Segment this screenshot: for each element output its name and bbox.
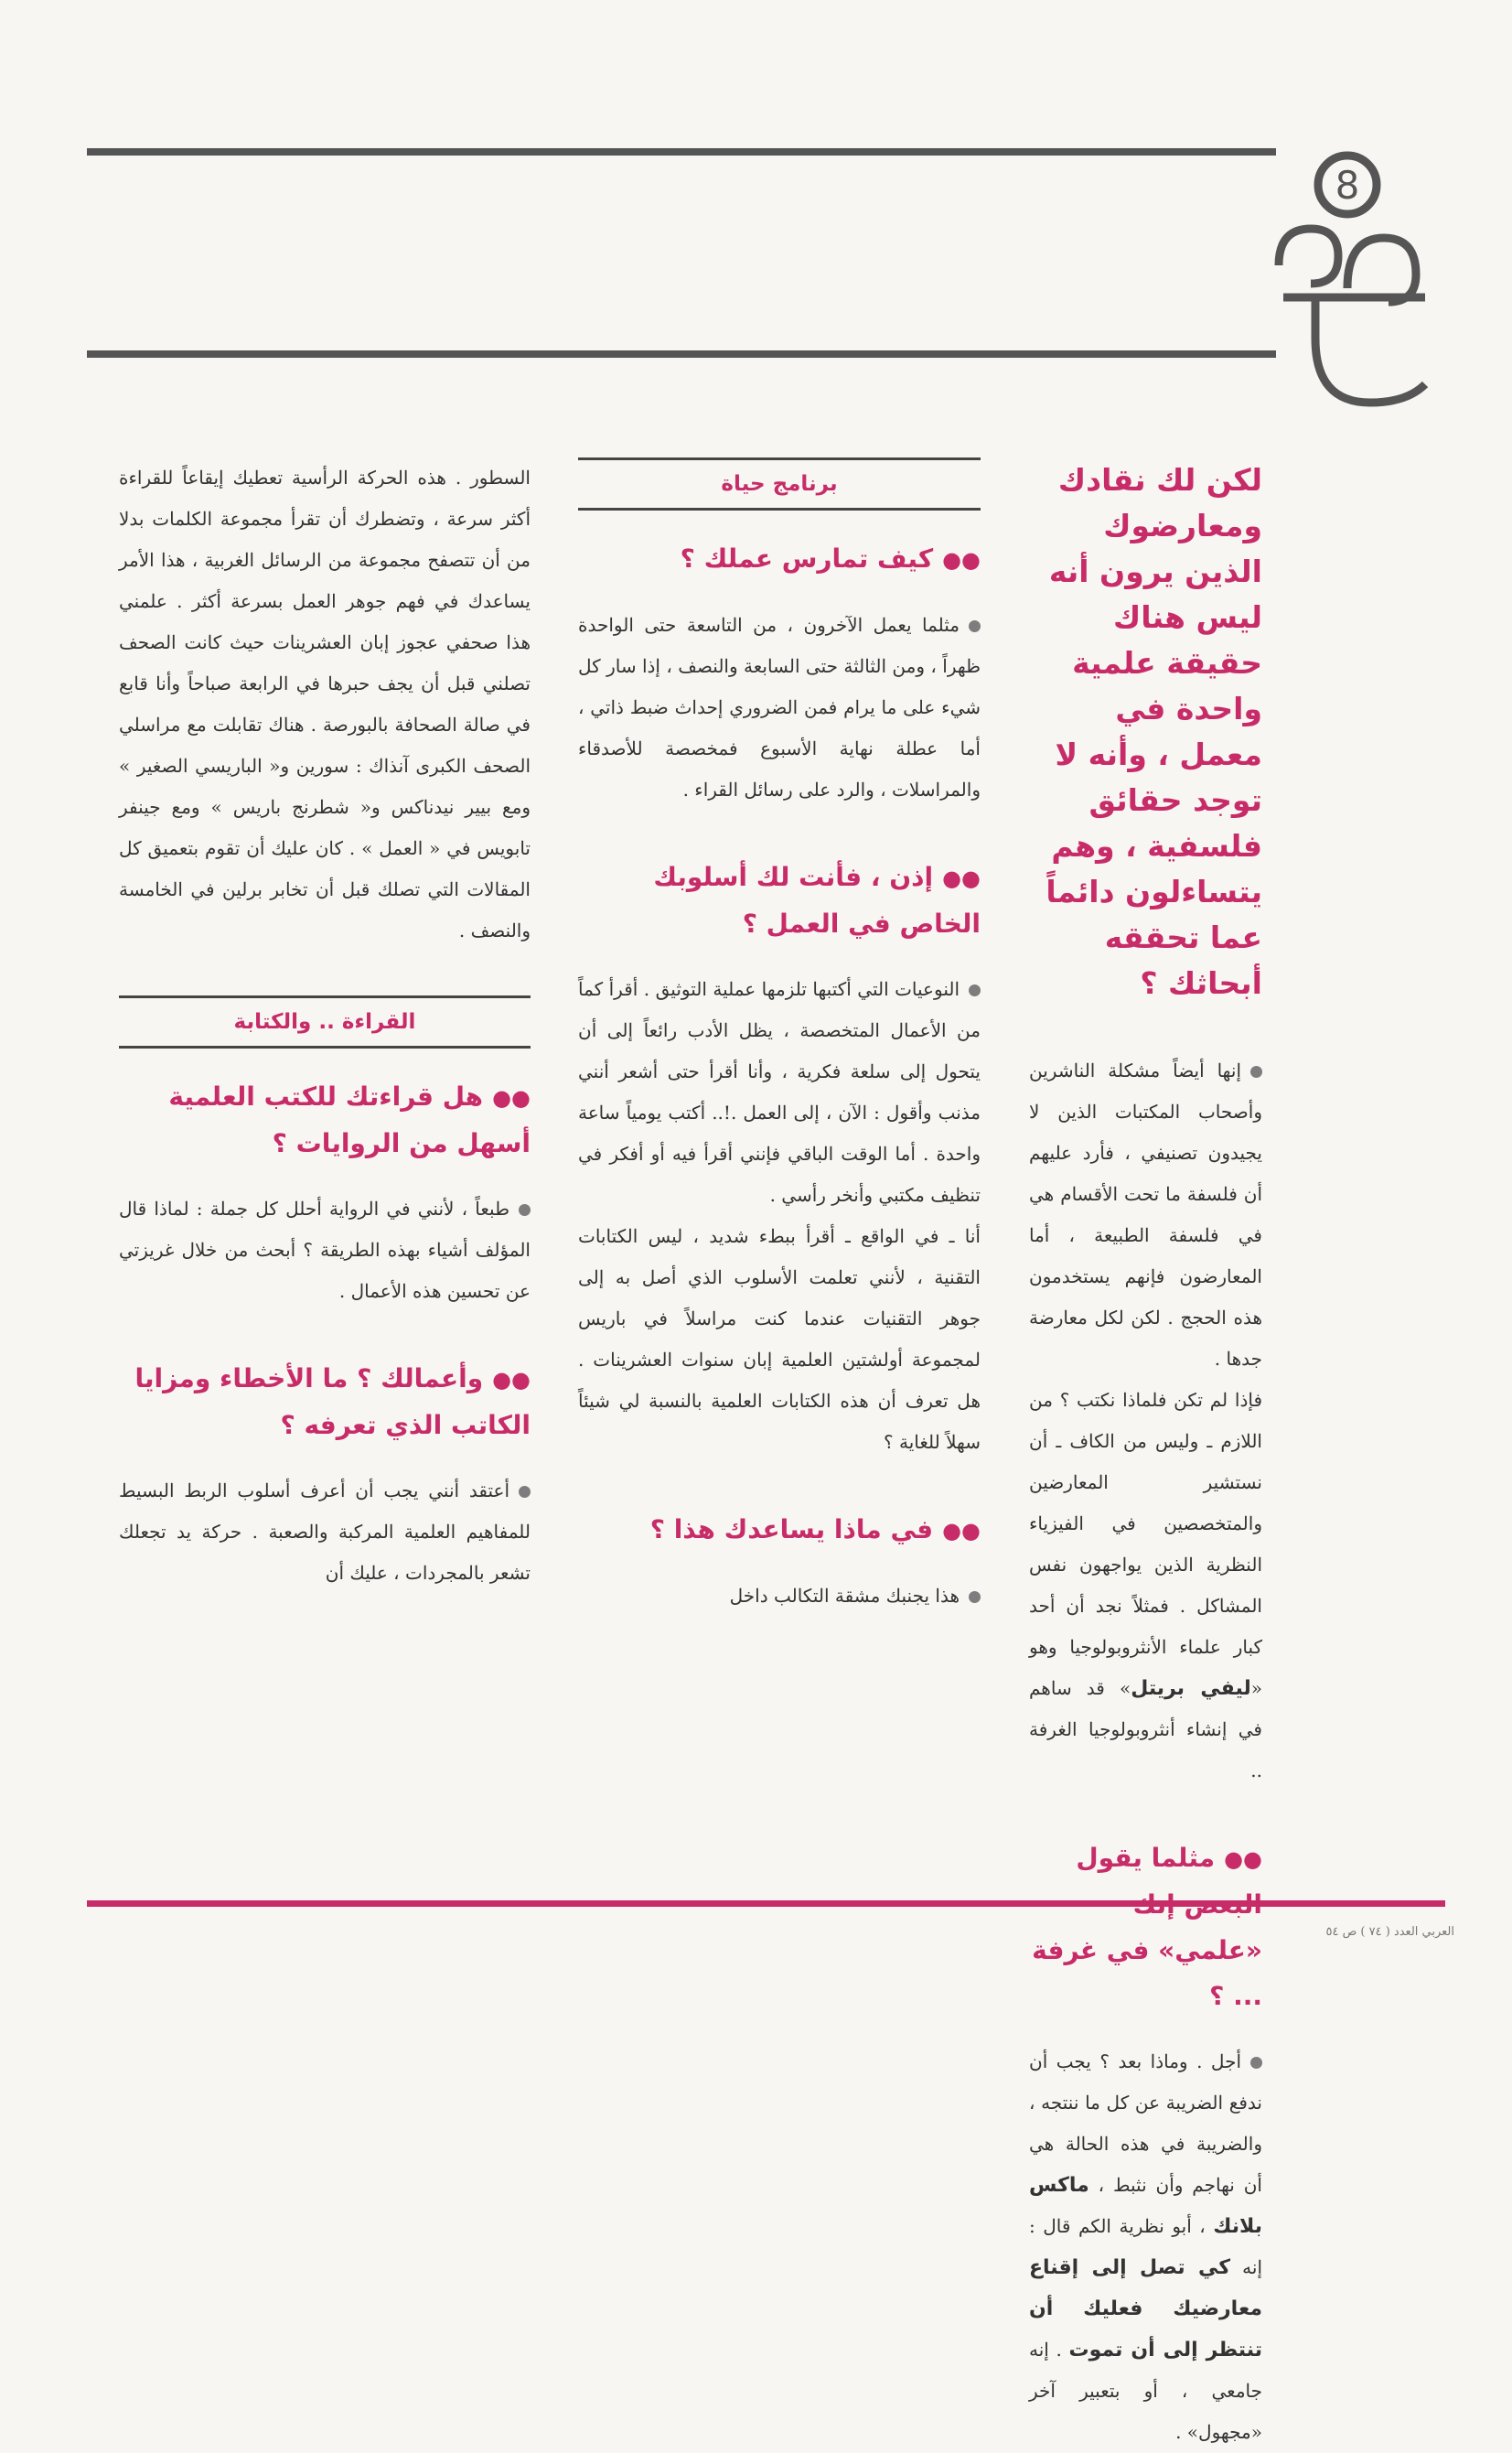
highlighted-name: ماكس بلانك [1029, 2174, 1262, 2238]
question-heading: ●●مثلما يقول «علمي» في غرفة ... ؟ [1032, 1843, 1262, 2011]
question-heading: ●●كيف تمارس عملك ؟ [680, 543, 981, 574]
question-heading: ●●في ماذا يساعدك هذا ؟ [649, 1514, 981, 1544]
question-heading: ●●هل قراءتك للكتب العلمية أسهل من الروايات ؟ [168, 1081, 531, 1158]
answer-paragraph: هذا يجنبك مشقة التكالب داخل [578, 1576, 981, 1617]
footer-page-info: العربي العدد ( ٧٤ ) ص ٥٤ [1325, 1925, 1454, 1939]
answer-paragraph: طبعاً ، لأنني في الرواية أحلل كل جملة : لماذا قال المؤلف أشياء بهذه الطريقة ؟ أبحث من خلال غريزتي عن تحسين هذه الأعمال . [119, 1198, 531, 1302]
highlighted-quote: كي تصل إلى إقناع معارضيك فعليك أن تنتظر إلى أن تموت [1029, 2256, 1263, 2362]
section-title: القراءة .. والكتابة [119, 995, 531, 1049]
bullet-icon [519, 1486, 531, 1498]
highlighted-name: ليفي بريتل [1131, 1677, 1251, 1700]
continued-paragraph: السطور . هذه الحركة الرأسية تعطيك إيقاعاً للقراءة أكثر سرعة ، وتضطرك أن تقرأ مجموعة الكلمات بدلا من أن تتصفح مجموعة من الرسائل الغربية ، هذا الأمر يساعدك في فهم جوهر العمل بسرعة أكثر . علمني هذا صحفي عجوز إبان العشرينات حيث كانت الصحف تصلني قبل أن يجف حبرها في الرابعة صباحاً وأنا قابع في صالة الصحافة بالبورصة . هناك تقابلت مع مراسلي الصحف الكبرى آنذاك : سورين و« الباريسي الصغير » ومع بيير نيدناكس و« شطرنج باريس » ومع جينفر تابويس في « العمل » . كان عليك أن تقوم بتعميق كل المقالات التي تصلك قبل أن تخابر برلين في الخامسة والنصف . [119, 467, 531, 941]
answer-paragraph: أعتقد أنني يجب أن أعرف أسلوب الربط البسيط للمفاهيم العلمية المركبة والصعبة . حركة يد تجعلك تشعر بالمجردات ، عليك أن [119, 1479, 531, 1584]
question-heading: ●●إذن ، فأنت لك أسلوبك الخاص في العمل ؟ [653, 862, 981, 939]
double-dot-icon: ●● [942, 1518, 981, 1544]
answer-paragraph: أجل . وماذا بعد ؟ يجب أن ندفع الضريبة عن كل ما ننتجه ، والضريبة في هذه الحالة هي أن نهاجم وأن نثبط ، ماكس بلانك ، أبو نظرية الكم قال : إنه كي تصل إلى إقناع معارضيك فعليك أن تنتظر إلى أن تموت . إنه جامعي ، أو بتعبير آخر «مجهول» . [1029, 2050, 1263, 2443]
middle-column [578, 457, 981, 1617]
magazine-logo-icon [1260, 137, 1443, 412]
bullet-icon [1250, 2057, 1262, 2069]
left-column [119, 457, 531, 1594]
answer-paragraph: فإذا لم تكن فلماذا نكتب ؟ من اللازم ـ وليس من الكاف ـ أن نستشير المعارضين والمتخصصين في الفيزياء النظرية الذين يواجهون نفس المشاكل . فمثلاً نجد أن أحد كبار علماء الأنثروبولوجيا وهو «ليفي بريتل» قد ساهم في إنشاء أنثروبولوجيا الغرفة .. [1029, 1389, 1262, 1781]
answer-paragraph: النوعيات التي أكتبها تلزمها عملية التوثيق . أقرأ كماً من الأعمال المتخصصة ، يظل الأدب رائعاً إلى أن يتحول إلى سلعة فكرية ، وأنا أقرأ حتى أشعر أنني مذنب وأقول : الآن ، إلى العمل .!.. أكتب يومياً ساعة واحدة . أما الوقت الباقي فإنني أقرأ فيه أو أفكر في تنظيف مكتبي وأنخر رأسي . [578, 978, 981, 1206]
double-dot-icon: ●● [1224, 1846, 1262, 1872]
header-rule-top [87, 148, 1276, 156]
answer-paragraph: أنا ـ في الواقع ـ أقرأ ببطء شديد ، ليس الكتابات التقنية ، لأنني تعلمت الأسلوب الذي أصل به إلى جوهر التقنيات عندما كنت مراسلاً في باريس لمجموعة أولشتين العلمية إبان سنوات العشرينات . هل تعرف أن هذه الكتابات العلمية بالنسبة لي شيئاً سهلاً للغاية ؟ [578, 1225, 981, 1453]
double-dot-icon: ●● [942, 866, 981, 891]
bullet-icon [969, 984, 981, 996]
right-column [1029, 457, 1262, 2453]
question-heading: ●●وأعمالك ؟ ما الأخطاء ومزايا الكاتب الذي تعرفه ؟ [134, 1363, 531, 1440]
double-dot-icon: ●● [492, 1367, 531, 1393]
footer-rule [87, 1900, 1445, 1907]
bullet-icon [969, 1591, 981, 1603]
bullet-icon [519, 1204, 531, 1216]
logo-digit: 8 [1335, 163, 1360, 208]
answer-paragraph: إنها أيضاً مشكلة الناشرين وأصحاب المكتبات الذين لا يجيدون تصنيفي ، فأرد عليهم أن فلسفة ما تحت الأقسام هي في فلسفة الطبيعة ، أما المعارضون فإنهم يستخدمون هذه الحجج . لكن لكل معارضة جدها . [1029, 1060, 1262, 1370]
header-rule-bottom [87, 350, 1276, 358]
double-dot-icon: ●● [942, 547, 981, 573]
double-dot-icon: ●● [492, 1085, 531, 1111]
lead-question: لكن لك نقادك ومعارضوك الذين يرون أنه ليس هناك حقيقة علمية واحدة في معمل ، وأنه لا توجد حقائق فلسفية ، وهم يتساءلون دائماً عما تحققه أبحاثك ؟ [1046, 462, 1262, 1001]
bullet-icon [1250, 1066, 1262, 1078]
answer-paragraph: مثلما يعمل الآخرون ، من التاسعة حتى الواحدة ظهراً ، ومن الثالثة حتى السابعة والنصف ، إذا سار كل شيء على ما يرام فمن الضروري إحداث ضبط ذاتي ، أما عطلة نهاية الأسبوع فمخصصة للأصدقاء والمراسلات ، والرد على رسائل القراء . [578, 614, 981, 801]
bullet-icon [969, 620, 981, 632]
section-title: برنامج حياة [578, 457, 981, 511]
